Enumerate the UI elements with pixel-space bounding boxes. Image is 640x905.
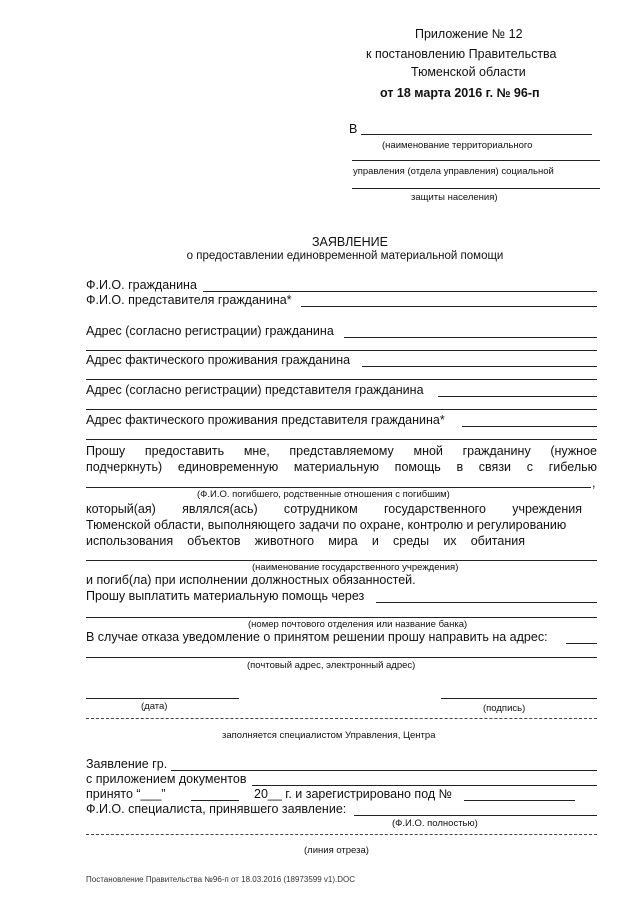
date-line [86, 698, 239, 699]
employee-line-3: использования объектов животного мира и среды их обитания [86, 534, 525, 548]
payment-request-label: Прошу выплатить материальную помощь через [86, 589, 365, 603]
citizen-reg-addr-line-2 [86, 350, 597, 351]
refusal-address-line [566, 643, 597, 644]
address-caption: (почтовый адрес, электронный адрес) [247, 660, 416, 671]
attachments-line [252, 785, 597, 786]
duty-death-line: и погиб(ла) при исполнении должностных обязанностей. [86, 573, 416, 587]
rep-reg-addr-label: Адрес (согласно регистрации) представителя гражданина [86, 383, 424, 397]
addressee-caption-1: (наименование территориального [382, 140, 533, 151]
refusal-notice-label: В случае отказа уведомление о принятом решении прошу направить на адрес: [86, 630, 548, 644]
citizen-actual-addr-line [362, 366, 597, 367]
attachments-label: с приложением документов [86, 772, 247, 786]
payment-line-2 [86, 617, 597, 618]
footer-docref: Постановление Правительства №96-п от 18.03.2016 (18973599 v1).DOC [86, 875, 356, 884]
request-line-2: подчеркнуть) единовременную материальную помощь в связи с гибелью [86, 460, 597, 474]
registration-number-line [464, 800, 575, 801]
separator-dashed [86, 718, 597, 719]
deceased-caption: (Ф.И.О. погибшего, родственные отношения с погибшим) [197, 489, 450, 500]
rep-reg-addr-line-2 [86, 409, 597, 410]
payment-line [376, 602, 597, 603]
resolution-ref: к постановлению Правительства [366, 47, 557, 61]
subtitle-text: о предоставлении единовременной материальной помощи [186, 250, 504, 262]
resolution-date: от 18 марта 2016 г. № 96-п [380, 86, 540, 100]
addressee-caption-3: защиты населения) [411, 192, 498, 203]
deceased-comma: , [592, 476, 596, 490]
deceased-line [86, 487, 591, 488]
refusal-address-line-2 [86, 657, 597, 658]
specialist-note: заполняется специалистом Управления, Центра [222, 730, 436, 741]
rep-name-line [301, 306, 597, 307]
application-from-line [171, 770, 597, 771]
rep-name-label: Ф.И.О. представителя гражданина* [86, 293, 292, 307]
accepted-month-line [191, 800, 239, 801]
citizen-name-label: Ф.И.О. гражданина [86, 278, 197, 292]
document-subtitle [0, 250, 640, 262]
appendix-number: Приложение № 12 [415, 27, 523, 41]
citizen-actual-addr-label: Адрес фактического проживания гражданина [86, 353, 351, 367]
registered-label: 20__ г. и зарегистрировано под № [254, 787, 453, 801]
rep-actual-addr-line-2 [86, 439, 597, 440]
rep-actual-addr-label: Адрес фактического проживания представителя гражданина* [86, 413, 445, 427]
citizen-reg-addr-label: Адрес (согласно регистрации) гражданина [86, 324, 334, 338]
signature-line [441, 698, 597, 699]
document-title [0, 235, 640, 249]
addressee-line-3 [352, 188, 600, 189]
bank-caption: (номер почтового отделения или название банка) [248, 619, 468, 630]
addressee-prefix: В [349, 122, 358, 136]
rep-reg-addr-line [438, 396, 597, 397]
signature-caption: (подпись) [483, 703, 526, 714]
cut-line-dashed [86, 834, 597, 835]
specialist-name-line [354, 815, 597, 816]
accepted-label: принято “___” [86, 787, 166, 801]
application-from-label: Заявление гр. [86, 757, 168, 771]
date-caption: (дата) [141, 701, 168, 712]
employee-line-2: Тюменской области, выполняющего задачи по охране, контролю и регулированию [86, 518, 567, 532]
addressee-line-2 [352, 160, 600, 161]
citizen-name-line [203, 291, 597, 292]
citizen-actual-addr-line-2 [86, 379, 597, 380]
cut-line-caption: (линия отреза) [304, 845, 369, 856]
specialist-name-label: Ф.И.О. специалиста, принявшего заявление: [86, 802, 347, 816]
institution-caption: (наименование государственного учреждения) [252, 562, 459, 573]
title-text: ЗАЯВЛЕНИЕ [311, 235, 388, 249]
fio-caption: (Ф.И.О. полностью) [392, 818, 478, 829]
rep-actual-addr-line [462, 426, 597, 427]
request-line-1: Прошу предоставить мне, представляемому мной гражданину (нужное [86, 444, 597, 458]
addressee-line-1 [361, 134, 592, 135]
citizen-reg-addr-line [344, 337, 597, 338]
institution-line [86, 560, 597, 561]
region-name: Тюменской области [411, 65, 526, 79]
addressee-caption-2: управления (отдела управления) социальной [353, 166, 554, 177]
employee-line-1: который(ая) являлся(ась) сотрудником государственного учреждения [86, 502, 582, 516]
